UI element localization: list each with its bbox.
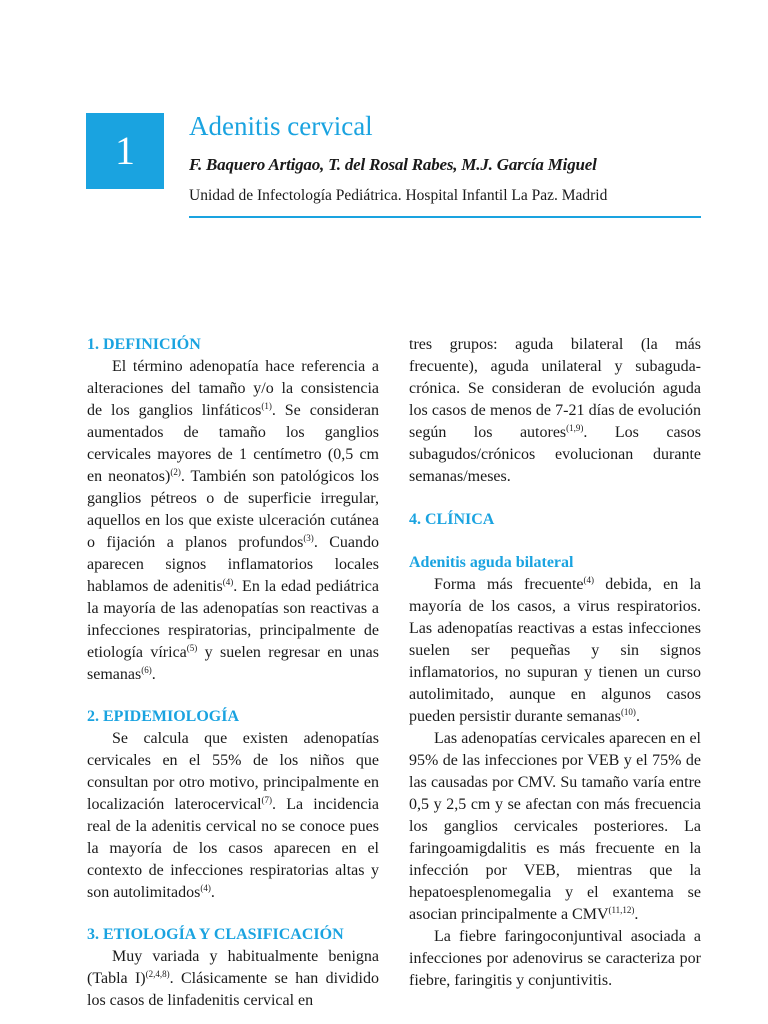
text-span: .: [210, 884, 215, 901]
left-column: [87, 334, 379, 1012]
text-span: . También son patológicos los ganglios pétreos o de superficie irregular, aquellos en los que existe ulceración cutánea o fijación a planos profundos: [87, 468, 380, 551]
citation: (4): [222, 577, 234, 587]
section-heading-clinica: 4. CLÍNICA: [409, 511, 495, 528]
citation: (6): [141, 665, 152, 675]
citation: (5): [186, 643, 198, 653]
text-span: Forma más frecuente: [434, 576, 584, 593]
text-span: . La incidencia real de la adenitis cervical no se conoce pues la mayoría de los casos aparecen en el contexto de infecciones respiratorias altas y son autolimitados: [87, 796, 379, 901]
section-heading-epidemiologia: 2. EPIDEMIOLOGÍA: [87, 708, 240, 725]
text-span: . Cuando aparecen signos inflamatorios locales hablamos de adenitis: [87, 534, 380, 595]
text-span: . En la edad pediátrica la mayoría de las adenopatías son reactivas a infecciones respiratorias, principalmente de etiología vírica: [87, 578, 380, 661]
spacer: [409, 488, 701, 509]
citation: (2): [170, 467, 181, 477]
text-span: Se calcula que existen adenopatías cervicales en el 55% de los niños que consultan por otro motivo, principalmente en localización laterocervical: [87, 730, 379, 813]
section-heading-definicion: 1. DEFINICIÓN: [87, 336, 201, 353]
spacer: [87, 904, 379, 924]
text-span: Muy variada y habitualmente benigna (Tabla I): [87, 948, 379, 987]
paragraph-epidemiologia: [87, 728, 379, 904]
text-span: El término adenopatía hace referencia a alteraciones del tamaño y/o la consistencia de los ganglios linfáticos: [87, 358, 379, 419]
header-rule: [189, 216, 701, 218]
chapter-title: Adenitis cervical: [189, 111, 373, 141]
paragraph-etiologia: [87, 946, 379, 1012]
citation: (4): [583, 575, 595, 585]
citation: (3): [303, 533, 314, 543]
citation: (11,12): [608, 905, 635, 915]
paragraph-clinica-1: [409, 574, 701, 728]
citation: (7): [261, 795, 273, 805]
text-span: . Se consideran aumentados de tamaño los ganglios cervicales mayores de 1 centímetro (0,5 cm en neonatos): [87, 402, 379, 485]
text-span: Las adenopatías cervicales aparecen en el 95% de las infecciones por VEB y el 75% de las causadas por CMV. Su tamaño varía entre 0,5 y 2,5 cm y se afectan con más frecuencia los ganglios cervicales posteriores. La faringoamigdalitis es más frecuente en la infección por VEB, mientras que la hepatoesplenomegalia y el exantema se asocian principalmente a CMV: [409, 730, 701, 923]
subheading-adenitis-aguda-bilateral: Adenitis aguda bilateral: [409, 554, 574, 571]
paragraph-clinica-2: [409, 728, 701, 926]
text-span: y suelen regresar en unas semanas: [87, 644, 380, 683]
citation: (1,9): [566, 423, 584, 433]
citation: (1): [261, 401, 272, 411]
citation: (10): [620, 707, 636, 717]
citation: (2,4,8): [145, 969, 170, 979]
chapter-number-box: [86, 113, 164, 189]
text-span: .: [635, 708, 640, 725]
text-span: .: [151, 666, 156, 683]
text-span: debida, en la mayoría de los casos, a virus respiratorios. Las adenopatías reactivas a estas infecciones suelen ser pequeñas y sin signos inflamatorios, no supuran y tienen un curso autolimitado, aunque en algunos casos pueden persistir durante semanas: [409, 576, 701, 725]
affiliation: Unidad de Infectología Pediátrica. Hospital Infantil La Paz. Madrid: [189, 187, 608, 204]
text-span: . Clásicamente se han dividido los casos de linfadenitis cervical en: [87, 970, 379, 1009]
text-span: . Los casos subagudos/crónicos evolucionan durante semanas/meses.: [409, 424, 702, 485]
citation: (4): [200, 883, 211, 893]
paragraph-definicion: [87, 356, 379, 686]
spacer: [87, 686, 379, 706]
spacer: [409, 531, 701, 552]
text-span: .: [634, 906, 639, 923]
right-column: [409, 334, 701, 992]
authors: F. Baquero Artigao, T. del Rosal Rabes, M.J. García Miguel: [189, 155, 597, 174]
paragraph-clinica-3: La fiebre faringoconjuntival asociada a infecciones por adenovirus se caracteriza por fiebre, faringitis y conjuntivitis.: [409, 928, 701, 989]
paragraph-etiologia-continued: [409, 334, 701, 488]
chapter-number: 1: [115, 128, 135, 173]
text-span: tres grupos: aguda bilateral (la más frecuente), aguda unilateral y subaguda-crónica. Se consideran de evolución aguda los casos de menos de 7-21 días de evolución según los autores: [409, 336, 701, 441]
section-heading-etiologia: 3. ETIOLOGÍA Y CLASIFICACIÓN: [87, 926, 344, 943]
